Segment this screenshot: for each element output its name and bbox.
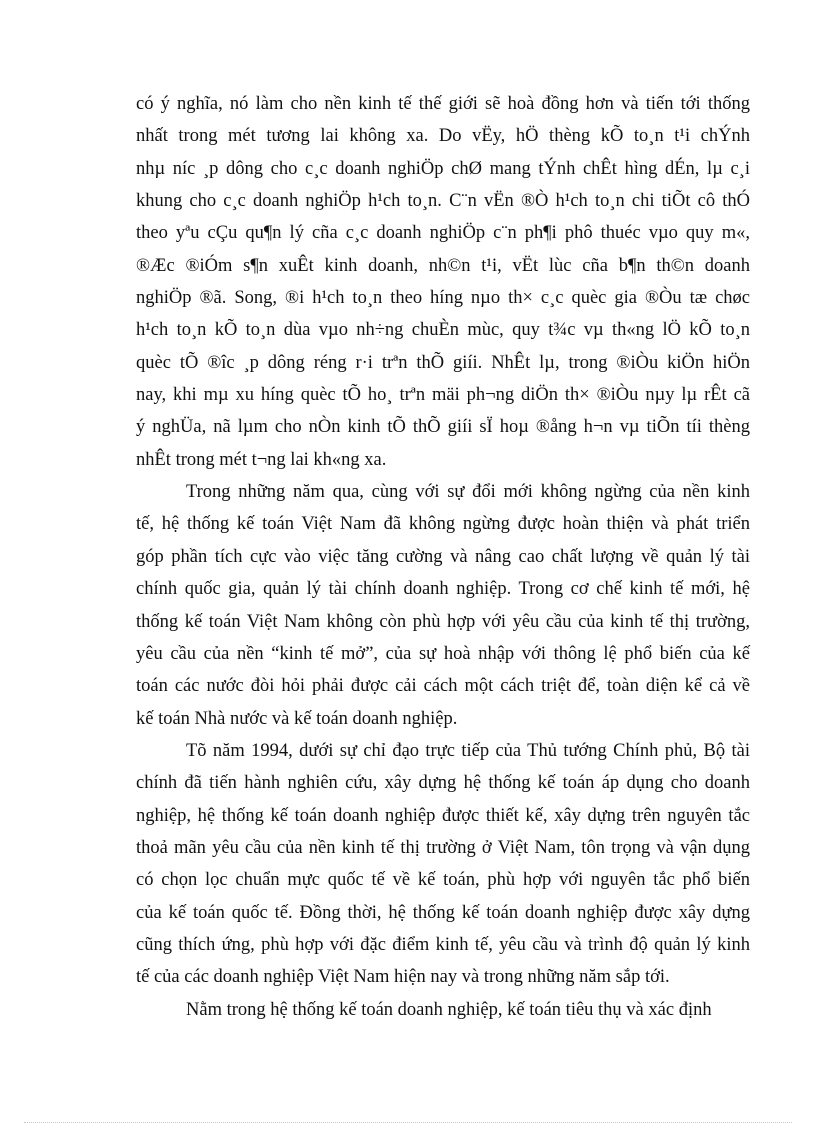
text-line: ®Æc ®iÓm s¶n xuÊt kinh doanh, nh©n t¹i, vËt lùc cña b¶n th©n doanh [136,255,750,276]
text-line: nhất trong mét tương lai không xa. Do vËy, hÖ thèng kÕ to¸n t¹i chÝnh [136,126,750,147]
text-line: chính đã tiến hành nghiên cứu, xây dựng hệ thống kế toán áp dụng cho doanh [136,773,750,794]
paragraph [136,88,750,476]
text-line: Tõ năm 1994, dưới sự chỉ đạo trực tiếp của Thủ tướng Chính phủ, Bộ tài [186,740,750,761]
text-line: nghiệp, hệ thống kế toán doanh nghiệp được thiết kế, xây dựng trên nguyên tắc [136,805,750,826]
text-line: của kế toán quốc tế. Đồng thời, hệ thống kế toán doanh nghiệp được xây dựng [136,902,750,923]
text-line: ý nghÜa, nã lµm cho nÒn kinh tÕ thÕ giíi sÏ hoµ ®ång h¬n vµ tiÕn tíi thèng [136,417,750,438]
text-line: thống kế toán Việt Nam không còn phù hợp với yêu cầu của kinh tế thị trường, [136,611,750,632]
text-line: cũng thích ứng, phù hợp với đặc điểm kinh tế, yêu cầu và trình độ quản lý kinh [136,934,750,955]
text-line: nghiÖp ®ã. Song, ®i h¹ch to¸n theo híng nµo th× c¸c quèc gia ®Òu tæ chøc [136,288,750,309]
paragraph [136,994,750,1026]
text-line: tế, hệ thống kế toán Việt Nam đã không ngừng được hoàn thiện và phát triển [136,514,750,535]
text-line: khung cho c¸c doanh nghiÖp h¹ch to¸n. C¨n vËn ®Ò h¹ch to¸n chi tiÕt cô thÓ [136,191,750,212]
text-line: chính quốc gia, quản lý tài chính doanh nghiệp. Trong cơ chế kinh tế mới, hệ [136,579,750,600]
text-line: tế của các doanh nghiệp Việt Nam hiện nay và trong những năm sắp tới. [136,967,670,988]
text-line: góp phần tích cực vào việc tăng cường và nâng cao chất lượng về quản lý tài [136,546,750,567]
text-line: thoả mãn yêu cầu của nền kinh tế thị trường ở Việt Nam, tôn trọng và vận dụng [136,837,750,858]
text-line: theo yªu cÇu qu¶n lý cña c¸c doanh nghiÖp c¨n ph¶i phô thuéc vµo quy m«, [136,223,750,244]
text-line: nay, khi mµ xu híng quèc tÕ ho¸ trªn mäi ph¬ng diÖn th× ®iÒu nµy lµ rÊt cã [136,385,750,406]
text-line: yêu cầu của nền “kinh tế mở”, của sự hoà nhập với thông lệ phổ biến của kế [136,643,750,664]
body-text [136,88,750,1026]
text-line: có ý nghĩa, nó làm cho nền kinh tế thế giới sẽ hoà đồng hơn và tiến tới thống [136,94,750,114]
text-line: nhÊt trong mét t¬ng lai kh«ng xa. [136,449,387,470]
text-line: h¹ch to¸n kÕ to¸n dùa vµo nh÷ng chuÈn mùc, quy t¾c vµ th«ng lÖ kÕ to¸n [136,320,750,341]
text-line: Nằm trong hệ thống kế toán doanh nghiệp, kế toán tiêu thụ và xác định [186,999,712,1020]
text-line: nhµ níc ¸p dông cho c¸c doanh nghiÖp chØ mang tÝnh chÊt hìng dÉn, lµ c¸i [136,158,750,179]
text-line: kế toán Nhà nước và kế toán doanh nghiệp. [136,708,458,729]
text-line: quèc tÕ ®îc ¸p dông réng r·i trªn thÕ giíi. NhÊt lµ, trong ®iÒu kiÖn hiÖn [136,352,750,373]
paragraph [136,476,750,735]
text-line: có chọn lọc chuẩn mực quốc tế về kế toán, phù hợp với nguyên tắc phổ biến [136,870,750,891]
paragraph [136,735,750,994]
text-line: toán các nước đòi hỏi phải được cải cách một cách triệt để, toàn diện kể cả về [136,676,750,697]
text-line: Trong những năm qua, cùng với sự đổi mới không ngừng của nền kinh [186,482,750,503]
